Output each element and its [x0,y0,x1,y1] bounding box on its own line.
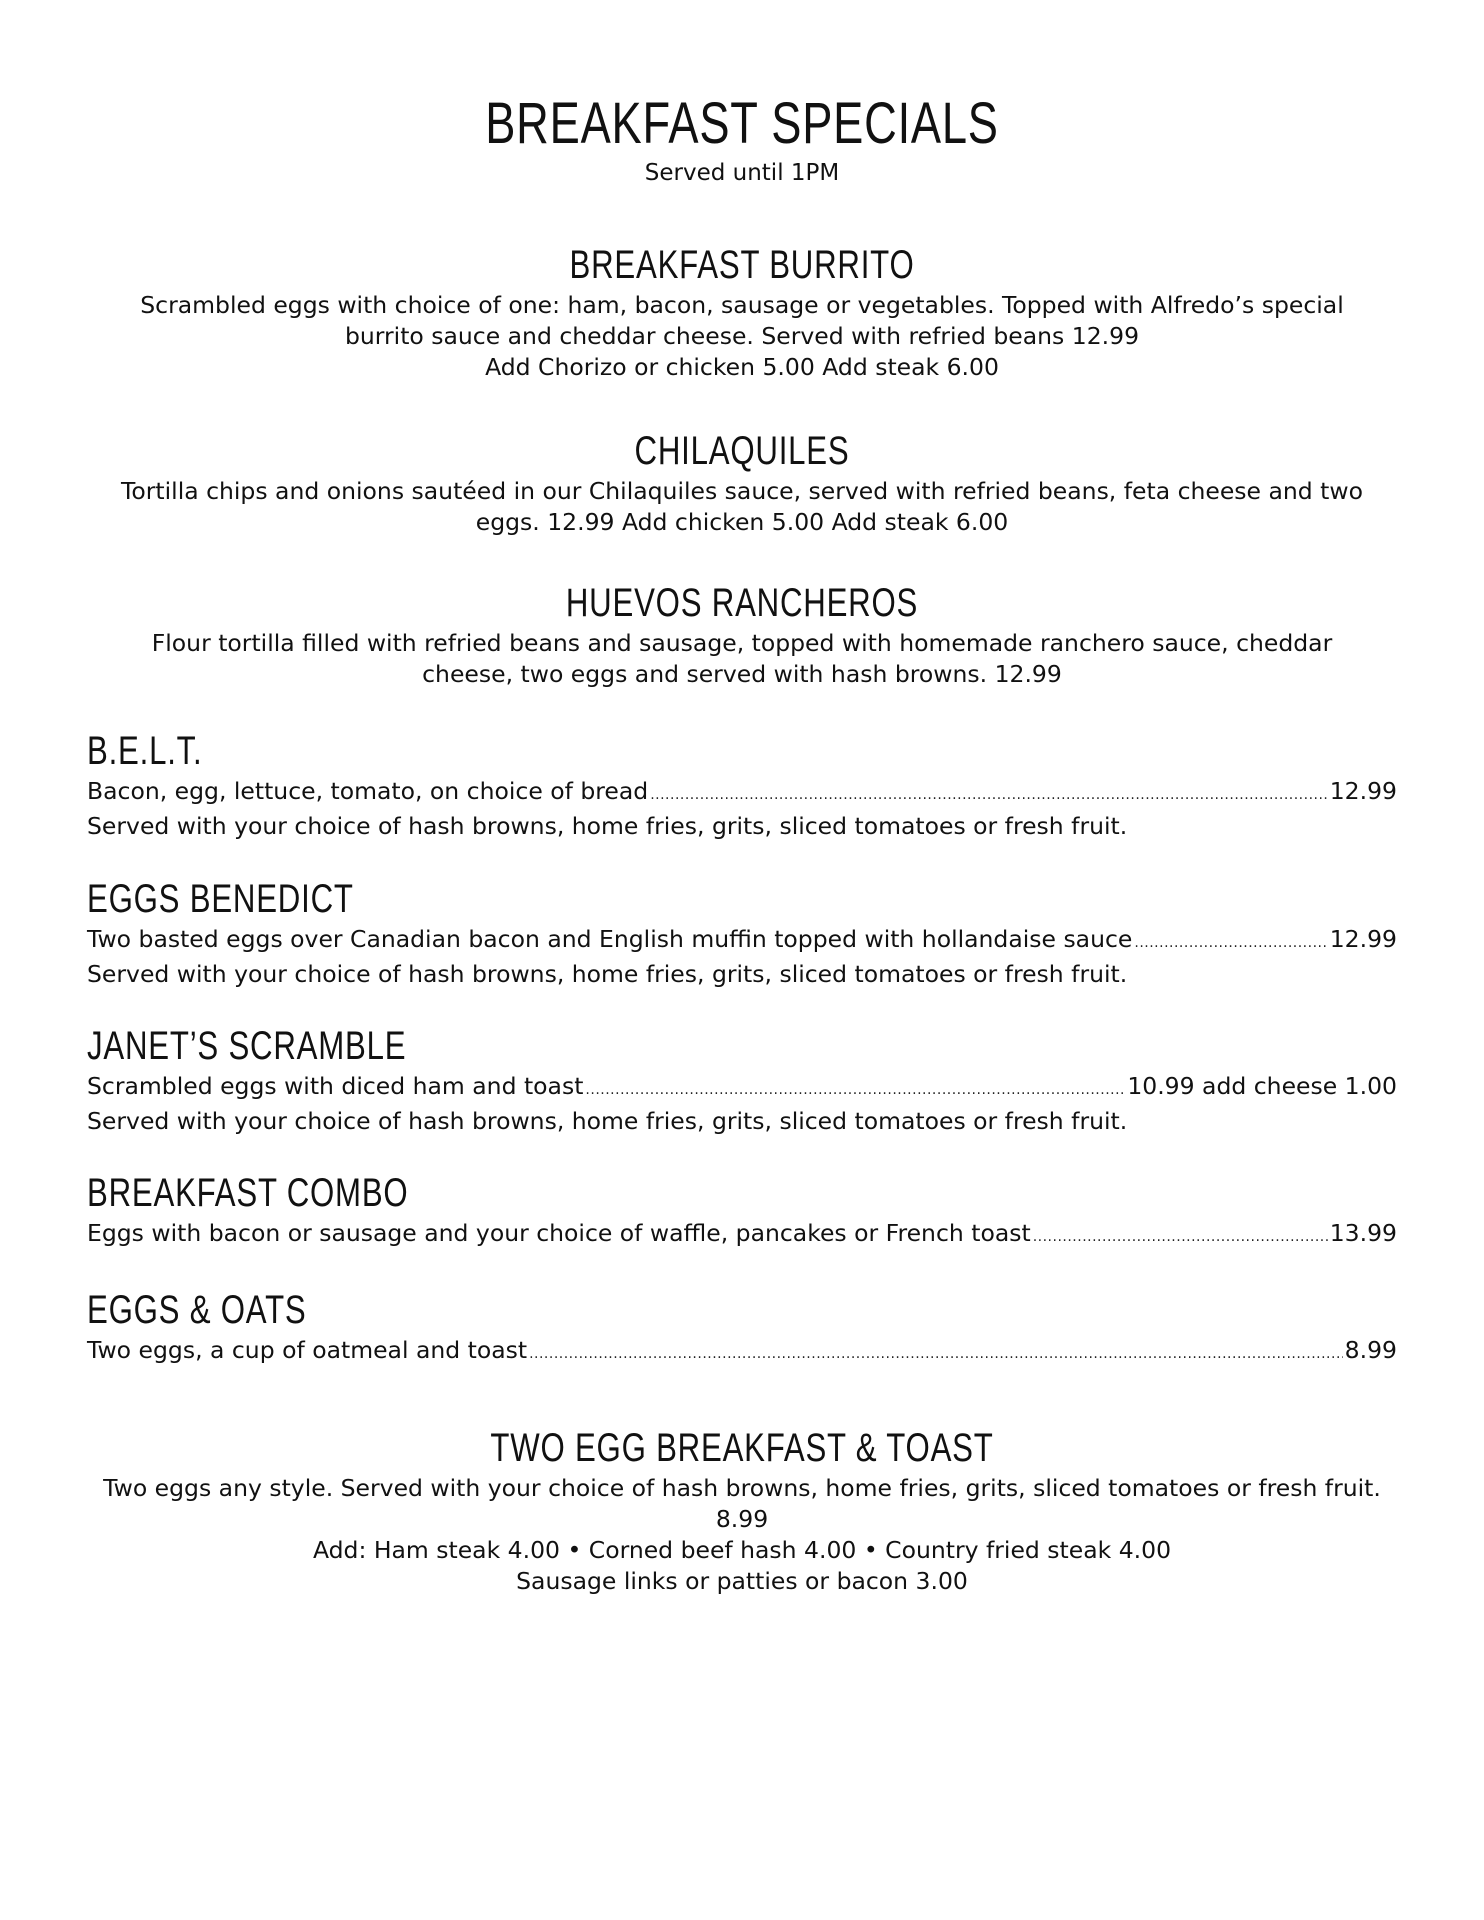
item-description: Two eggs, a cup of oatmeal and toast [87,1336,528,1364]
page-subtitle: Served until 1PM [644,160,840,186]
section-title: TWO EGG BREAKFAST & TOAST [490,1426,994,1470]
section-title: EGGS & OATS [87,1288,307,1332]
section-eggs-oats [87,1287,1397,1370]
section-chilaquiles [90,428,1394,538]
item-price: 13.99 [1329,1219,1397,1247]
section-title: BREAKFAST BURRITO [569,243,915,287]
menu-item-row [87,1335,1397,1370]
section-description [90,628,1394,690]
description-line: Sausage links or patties or bacon 3.00 [516,1567,968,1595]
item-note: Served with your choice of hash browns, home fries, grits, sliced tomatoes or fresh fruit. [87,1107,1128,1135]
page-title: BREAKFAST SPECIALS [485,91,999,156]
description-line: cheese, two eggs and served with hash browns. 12.99 [422,660,1062,688]
section-title: HUEVOS RANCHEROS [565,581,919,625]
description-line: burrito sauce and cheddar cheese. Served with refried beans 12.99 [344,322,1140,350]
description-line: Add: Ham steak 4.00 • Corned beef hash 4.00 • Country fried steak 4.00 [312,1536,1172,1564]
section-description [90,476,1394,538]
item-description: Bacon, egg, lettuce, tomato, on choice of bread [87,777,649,805]
item-price: 10.99 add cheese 1.00 [1127,1072,1397,1100]
description-line: Flour tortilla filled with refried beans and sausage, topped with homemade ranchero sauce, cheddar [151,629,1333,657]
section-title: CHILAQUILES [634,429,850,473]
section-huevos-rancheros [90,580,1394,690]
menu-item-row [87,1218,1397,1253]
dot-leader [529,1339,1343,1370]
dot-leader [650,780,1328,811]
section-title: EGGS BENEDICT [87,877,354,921]
item-note: Served with your choice of hash browns, home fries, grits, sliced tomatoes or fresh fruit. [87,960,1128,988]
item-description: Two basted eggs over Canadian bacon and English muffin topped with hollandaise sauce [87,925,1133,953]
dot-leader [1134,928,1327,959]
description-line: 8.99 [715,1505,769,1533]
item-description: Eggs with bacon or sausage and your choice of waffle, pancakes or French toast [87,1219,1031,1247]
section-breakfast-burrito [90,242,1394,383]
section-title: B.E.L.T. [87,729,203,773]
dot-leader [585,1075,1125,1106]
section-title: BREAKFAST COMBO [87,1171,409,1215]
item-price: 12.99 [1329,777,1397,805]
menu-item-row [87,776,1397,811]
description-line: Tortilla chips and onions sautéed in our Chilaquiles sauce, served with refried beans, feta cheese and two [121,477,1363,505]
section-belt [87,728,1397,842]
item-price: 8.99 [1344,1336,1397,1364]
item-note: Served with your choice of hash browns, home fries, grits, sliced tomatoes or fresh fruit. [87,812,1128,840]
section-title: JANET’S SCRAMBLE [87,1024,407,1068]
dot-leader [1033,1222,1328,1253]
section-description [90,290,1394,383]
description-line: Add Chorizo or chicken 5.00 Add steak 6.00 [485,353,999,381]
section-eggs-benedict [87,876,1397,990]
description-line: Two eggs any style. Served with your choice of hash browns, home fries, grits, sliced tomatoes or fresh fruit. [103,1474,1381,1502]
section-janets-scramble [87,1023,1397,1137]
section-breakfast-combo [87,1170,1397,1253]
menu-header [90,92,1394,188]
menu-item-row [87,1071,1397,1106]
section-two-egg-breakfast [90,1425,1394,1597]
section-description [90,1473,1394,1597]
description-line: eggs. 12.99 Add chicken 5.00 Add steak 6.00 [475,508,1009,536]
menu-item-row [87,924,1397,959]
item-price: 12.99 [1329,925,1397,953]
description-line: Scrambled eggs with choice of one: ham, bacon, sausage or vegetables. Topped with Alfredo’s special [140,291,1344,319]
item-description: Scrambled eggs with diced ham and toast [87,1072,584,1100]
